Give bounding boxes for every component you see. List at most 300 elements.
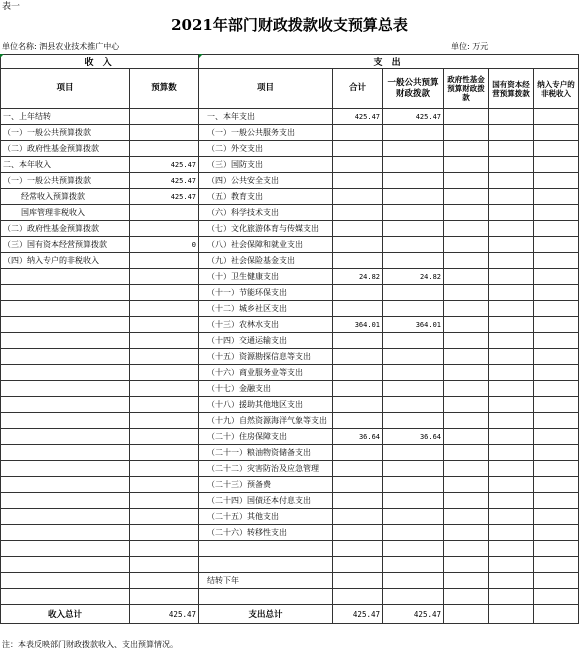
table-row <box>1 429 579 445</box>
expense-general <box>383 189 444 205</box>
expense-gov-fund <box>444 237 489 253</box>
expense-special-nontax <box>534 301 579 317</box>
income-budget <box>130 285 199 301</box>
table-row <box>1 109 579 125</box>
expense-gov-fund <box>444 477 489 493</box>
expense-total <box>333 413 383 429</box>
expense-state-capital <box>489 285 534 301</box>
expense-total <box>333 381 383 397</box>
expense-gov-fund <box>444 189 489 205</box>
footnote: 注：本表反映部门财政拨款收入、支出预算情况。 <box>2 640 178 649</box>
income-budget <box>130 461 199 477</box>
income-budget <box>130 349 199 365</box>
expense-gov-fund <box>444 173 489 189</box>
expense-total <box>333 589 383 605</box>
expense-general <box>383 221 444 237</box>
expense-state-capital <box>489 125 534 141</box>
totals-row <box>1 605 579 624</box>
expense-state-capital <box>489 109 534 125</box>
expense-total <box>333 189 383 205</box>
expense-general <box>383 285 444 301</box>
expense-state-capital <box>489 301 534 317</box>
income-item <box>1 349 130 365</box>
expense-general: 36.64 <box>383 429 444 445</box>
expense-item: （十四）交通运输支出 <box>199 333 333 349</box>
expense-state-capital <box>489 573 534 589</box>
expense-total: 364.01 <box>333 317 383 333</box>
income-budget: 0 <box>130 237 199 253</box>
income-item <box>1 429 130 445</box>
expense-special-nontax <box>534 221 579 237</box>
expense-state-capital <box>489 189 534 205</box>
income-budget <box>130 557 199 573</box>
expense-gov-fund <box>444 141 489 157</box>
expense-gov-fund <box>444 285 489 301</box>
expense-state-capital <box>489 269 534 285</box>
empty-cell <box>534 605 579 624</box>
expense-special-nontax <box>534 189 579 205</box>
expense-item: （十六）商业服务业等支出 <box>199 365 333 381</box>
expense-state-capital <box>489 381 534 397</box>
expense-general <box>383 589 444 605</box>
expense-state-capital <box>489 205 534 221</box>
expense-general <box>383 237 444 253</box>
expense-item: （七）文化旅游体育与传媒支出 <box>199 221 333 237</box>
income-budget <box>130 509 199 525</box>
income-budget <box>130 525 199 541</box>
table-row <box>1 301 579 317</box>
income-budget <box>130 109 199 125</box>
expense-special-nontax <box>534 445 579 461</box>
income-budget <box>130 253 199 269</box>
income-item: （二）政府性基金预算拨款 <box>1 141 130 157</box>
income-total-amount: 425.47 <box>130 605 199 624</box>
income-budget <box>130 141 199 157</box>
income-item <box>1 365 130 381</box>
expense-total <box>333 525 383 541</box>
table-row <box>1 525 579 541</box>
income-budget: 425.47 <box>130 189 199 205</box>
income-item <box>1 397 130 413</box>
expense-gov-fund <box>444 541 489 557</box>
col-special-nontax: 纳入专户的非税收入 <box>534 69 579 109</box>
table-row <box>1 493 579 509</box>
expense-general <box>383 493 444 509</box>
table-row <box>1 205 579 221</box>
expense-total <box>333 557 383 573</box>
income-budget <box>130 413 199 429</box>
expense-gov-fund <box>444 253 489 269</box>
expense-general <box>383 381 444 397</box>
table-row <box>1 173 579 189</box>
expense-state-capital <box>489 253 534 269</box>
table-row <box>1 253 579 269</box>
expense-state-capital <box>489 173 534 189</box>
expense-special-nontax <box>534 333 579 349</box>
expense-state-capital <box>489 557 534 573</box>
income-item <box>1 445 130 461</box>
table-row <box>1 477 579 493</box>
expense-general <box>383 557 444 573</box>
expense-item: （十九）自然资源海洋气象等支出 <box>199 413 333 429</box>
expense-gov-fund <box>444 301 489 317</box>
expense-gov-fund <box>444 333 489 349</box>
table-row <box>1 349 579 365</box>
cell-marker <box>199 54 203 58</box>
income-budget <box>130 381 199 397</box>
income-item: （一）一般公共预算拨款 <box>1 125 130 141</box>
col-income-budget: 预算数 <box>130 69 199 109</box>
expense-gov-fund <box>444 221 489 237</box>
income-item: 一、上年结转 <box>1 109 130 125</box>
expense-general <box>383 413 444 429</box>
expense-general <box>383 253 444 269</box>
income-budget <box>130 221 199 237</box>
expense-gov-fund <box>444 109 489 125</box>
expense-item <box>199 589 333 605</box>
expense-total: 425.47 <box>333 109 383 125</box>
expense-general <box>383 349 444 365</box>
expense-state-capital <box>489 413 534 429</box>
expense-general: 24.82 <box>383 269 444 285</box>
table-row <box>1 141 579 157</box>
expense-special-nontax <box>534 237 579 253</box>
table-row <box>1 333 579 349</box>
expense-item: （二十二）灾害防治及应急管理 <box>199 461 333 477</box>
expense-item: （二十四）国债还本付息支出 <box>199 493 333 509</box>
income-item: （三）国有资本经营预算拨款 <box>1 237 130 253</box>
expense-item: （二十）住房保障支出 <box>199 429 333 445</box>
table-row <box>1 445 579 461</box>
expense-item: 一、本年支出 <box>199 109 333 125</box>
expense-state-capital <box>489 429 534 445</box>
expense-special-nontax <box>534 461 579 477</box>
expense-special-nontax <box>534 589 579 605</box>
expense-gov-fund <box>444 125 489 141</box>
income-item: （二）政府性基金预算拨款 <box>1 221 130 237</box>
cell-marker <box>0 54 4 58</box>
income-item: （一）一般公共预算拨款 <box>1 173 130 189</box>
expense-total <box>333 461 383 477</box>
expense-gov-fund <box>444 461 489 477</box>
income-budget <box>130 477 199 493</box>
expense-special-nontax <box>534 365 579 381</box>
expense-state-capital <box>489 365 534 381</box>
expense-special-nontax <box>534 381 579 397</box>
table-row <box>1 365 579 381</box>
expense-item: （十七）金融支出 <box>199 381 333 397</box>
expense-total <box>333 285 383 301</box>
income-item: （四）纳入专户的非税收入 <box>1 253 130 269</box>
table-row <box>1 413 579 429</box>
expense-item: （五）教育支出 <box>199 189 333 205</box>
income-budget <box>130 317 199 333</box>
expense-special-nontax <box>534 173 579 189</box>
expense-general <box>383 573 444 589</box>
expense-gov-fund <box>444 349 489 365</box>
income-item <box>1 525 130 541</box>
expense-state-capital <box>489 525 534 541</box>
table-row <box>1 541 579 557</box>
expense-item: （四）公共安全支出 <box>199 173 333 189</box>
income-item <box>1 461 130 477</box>
expense-state-capital <box>489 333 534 349</box>
expense-state-capital <box>489 221 534 237</box>
income-item <box>1 541 130 557</box>
expense-item: （十五）资源勘探信息等支出 <box>199 349 333 365</box>
expense-item: （三）国防支出 <box>199 157 333 173</box>
col-state-capital: 国有资本经营预算拨款 <box>489 69 534 109</box>
expense-general <box>383 541 444 557</box>
table-row <box>1 157 579 173</box>
empty-cell <box>489 605 534 624</box>
col-income-item: 项目 <box>1 69 130 109</box>
income-budget <box>130 573 199 589</box>
table-row <box>1 397 579 413</box>
expense-special-nontax <box>534 413 579 429</box>
income-budget <box>130 269 199 285</box>
expense-state-capital <box>489 141 534 157</box>
expense-item: （十八）援助其他地区支出 <box>199 397 333 413</box>
expense-item: 结转下年 <box>199 573 333 589</box>
table-row <box>1 589 579 605</box>
income-item <box>1 557 130 573</box>
expense-general <box>383 365 444 381</box>
expense-special-nontax <box>534 477 579 493</box>
expense-total-label: 支出总计 <box>199 605 333 624</box>
expense-special-nontax <box>534 125 579 141</box>
expense-gov-fund <box>444 525 489 541</box>
expense-state-capital <box>489 349 534 365</box>
expense-special-nontax <box>534 157 579 173</box>
expense-gov-fund <box>444 317 489 333</box>
income-budget <box>130 589 199 605</box>
budget-table <box>0 54 579 624</box>
income-item <box>1 573 130 589</box>
expense-state-capital <box>489 509 534 525</box>
expense-state-capital <box>489 157 534 173</box>
table-row <box>1 317 579 333</box>
expense-state-capital <box>489 493 534 509</box>
expense-special-nontax <box>534 541 579 557</box>
expense-state-capital <box>489 541 534 557</box>
income-budget <box>130 429 199 445</box>
table-row <box>1 573 579 589</box>
expense-general <box>383 173 444 189</box>
expense-general <box>383 205 444 221</box>
expense-general <box>383 477 444 493</box>
expense-item: （八）社会保障和就业支出 <box>199 237 333 253</box>
income-budget <box>130 541 199 557</box>
income-item: 二、本年收入 <box>1 157 130 173</box>
expense-special-nontax <box>534 573 579 589</box>
income-budget <box>130 365 199 381</box>
expense-item: （二十三）预备费 <box>199 477 333 493</box>
income-item <box>1 589 130 605</box>
expense-special-nontax <box>534 109 579 125</box>
expense-total <box>333 173 383 189</box>
income-budget <box>130 445 199 461</box>
expense-gov-fund <box>444 429 489 445</box>
expense-item: （十二）城乡社区支出 <box>199 301 333 317</box>
expense-total-amount: 425.47 <box>333 605 383 624</box>
expense-special-nontax <box>534 253 579 269</box>
expense-special-nontax <box>534 525 579 541</box>
income-header: 收 入 <box>1 55 199 69</box>
col-total: 合计 <box>333 69 383 109</box>
income-budget <box>130 205 199 221</box>
income-item <box>1 381 130 397</box>
income-budget <box>130 125 199 141</box>
expense-general: 364.01 <box>383 317 444 333</box>
expense-gov-fund <box>444 157 489 173</box>
col-general-budget: 一般公共预算财政拨款 <box>383 69 444 109</box>
expense-total <box>333 125 383 141</box>
expense-total <box>333 157 383 173</box>
expense-gov-fund <box>444 413 489 429</box>
expense-item: （二）外交支出 <box>199 141 333 157</box>
expense-special-nontax <box>534 429 579 445</box>
expense-header: 支 出 <box>199 55 579 69</box>
expense-item: （十三）农林水支出 <box>199 317 333 333</box>
income-item <box>1 317 130 333</box>
expense-total <box>333 365 383 381</box>
income-item <box>1 413 130 429</box>
expense-state-capital <box>489 477 534 493</box>
table-row <box>1 461 579 477</box>
expense-total <box>333 301 383 317</box>
income-item <box>1 493 130 509</box>
col-expense-item: 项目 <box>199 69 333 109</box>
expense-general <box>383 301 444 317</box>
expense-item: （九）社会保险基金支出 <box>199 253 333 269</box>
expense-item <box>199 541 333 557</box>
expense-general <box>383 397 444 413</box>
income-total-label: 收入总计 <box>1 605 130 624</box>
expense-total: 36.64 <box>333 429 383 445</box>
income-item: 国库管理非税收入 <box>1 205 130 221</box>
table-row <box>1 189 579 205</box>
expense-item: （十）卫生健康支出 <box>199 269 333 285</box>
expense-total <box>333 205 383 221</box>
expense-state-capital <box>489 317 534 333</box>
expense-gov-fund <box>444 445 489 461</box>
income-item <box>1 509 130 525</box>
income-budget <box>130 493 199 509</box>
col-gov-fund: 政府性基金预算财政拨款 <box>444 69 489 109</box>
table-row <box>1 269 579 285</box>
income-item <box>1 301 130 317</box>
currency-unit: 单位: 万元 <box>451 42 489 51</box>
expense-general <box>383 461 444 477</box>
expense-special-nontax <box>534 317 579 333</box>
table-row <box>1 381 579 397</box>
table-tag: 表一 <box>2 2 21 12</box>
expense-state-capital <box>489 397 534 413</box>
expense-special-nontax <box>534 141 579 157</box>
expense-total <box>333 541 383 557</box>
table-row <box>1 221 579 237</box>
expense-special-nontax <box>534 509 579 525</box>
expense-total <box>333 237 383 253</box>
table-row <box>1 285 579 301</box>
unit-name: 单位名称: 泗县农业技术推广中心 <box>2 42 120 51</box>
expense-gov-fund <box>444 493 489 509</box>
expense-total <box>333 573 383 589</box>
table-row <box>1 237 579 253</box>
expense-special-nontax <box>534 285 579 301</box>
table-row <box>1 557 579 573</box>
income-item <box>1 285 130 301</box>
income-budget <box>130 301 199 317</box>
expense-special-nontax <box>534 493 579 509</box>
expense-general <box>383 333 444 349</box>
expense-total <box>333 253 383 269</box>
expense-special-nontax <box>534 557 579 573</box>
expense-total <box>333 397 383 413</box>
expense-total <box>333 477 383 493</box>
income-budget <box>130 333 199 349</box>
expense-state-capital <box>489 461 534 477</box>
empty-cell <box>444 605 489 624</box>
expense-gov-fund <box>444 205 489 221</box>
expense-general: 425.47 <box>383 109 444 125</box>
expense-special-nontax <box>534 269 579 285</box>
expense-item <box>199 557 333 573</box>
expense-total <box>333 493 383 509</box>
table-row <box>1 509 579 525</box>
expense-general <box>383 445 444 461</box>
income-budget: 425.47 <box>130 157 199 173</box>
expense-gov-fund <box>444 589 489 605</box>
page-title: 2021年部门财政拨款收支预算总表 <box>171 16 408 34</box>
expense-general <box>383 125 444 141</box>
expense-gov-fund <box>444 381 489 397</box>
expense-gov-fund <box>444 365 489 381</box>
expense-total <box>333 349 383 365</box>
expense-total <box>333 141 383 157</box>
expense-total <box>333 509 383 525</box>
expense-item: （二十五）其他支出 <box>199 509 333 525</box>
income-item <box>1 477 130 493</box>
expense-item: （二十一）粮油物资储备支出 <box>199 445 333 461</box>
income-budget: 425.47 <box>130 173 199 189</box>
expense-item: （一）一般公共服务支出 <box>199 125 333 141</box>
expense-general-total: 425.47 <box>383 605 444 624</box>
expense-state-capital <box>489 237 534 253</box>
expense-gov-fund <box>444 509 489 525</box>
expense-item: （二十六）转移性支出 <box>199 525 333 541</box>
expense-total <box>333 333 383 349</box>
expense-total <box>333 221 383 237</box>
expense-total: 24.82 <box>333 269 383 285</box>
expense-special-nontax <box>534 349 579 365</box>
expense-item: （六）科学技术支出 <box>199 205 333 221</box>
expense-item: （十一）节能环保支出 <box>199 285 333 301</box>
income-item <box>1 269 130 285</box>
income-item: 经常收入预算拨款 <box>1 189 130 205</box>
table-row <box>1 125 579 141</box>
expense-general <box>383 157 444 173</box>
expense-total <box>333 445 383 461</box>
income-item <box>1 333 130 349</box>
expense-general <box>383 525 444 541</box>
expense-gov-fund <box>444 269 489 285</box>
expense-gov-fund <box>444 573 489 589</box>
expense-general <box>383 509 444 525</box>
expense-special-nontax <box>534 397 579 413</box>
expense-special-nontax <box>534 205 579 221</box>
